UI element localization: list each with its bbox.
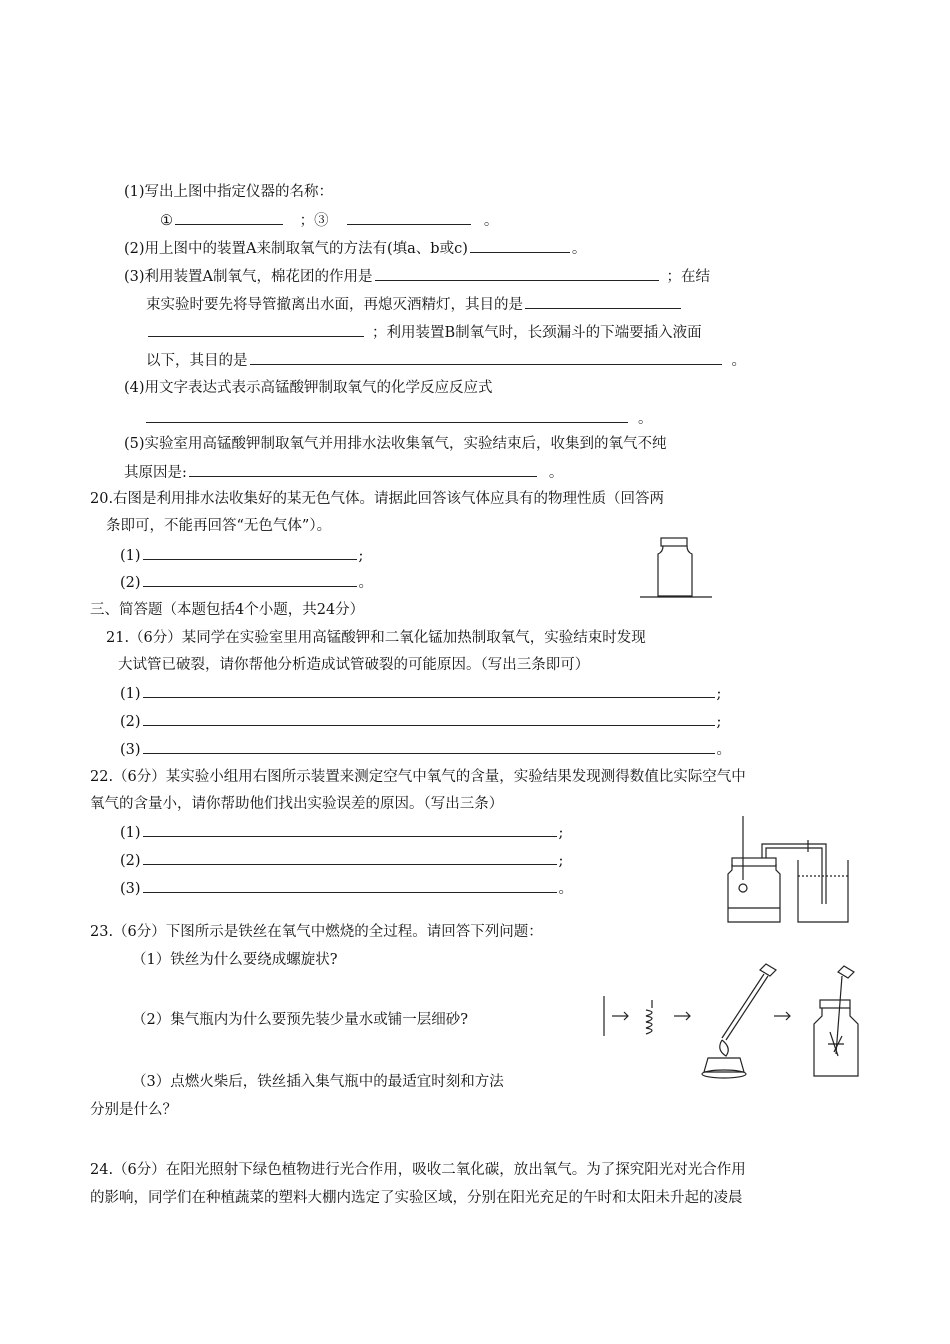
q20-answer1: (1) ;: [120, 545, 363, 566]
q23-sub3-line2: 分别是什么？: [90, 1102, 177, 1118]
q19-part1: (1)写出上图中指定仪器的名称：: [124, 184, 334, 200]
q23-sub3-line1: （3）点燃火柴后，铁丝插入集气瓶中的最适宜时刻和方法: [132, 1074, 504, 1090]
q19-part3-line1: (3)利用装置A制氧气，棉花团的作用是 ；在结: [124, 266, 710, 287]
q19-part3-line4: 以下，其目的是 。: [146, 350, 746, 371]
q24-line1: 24.（6分）在阳光照射下绿色植物进行光合作用，吸收二氧化碳，放出氧气。为了探究阳光对光合作用: [90, 1162, 746, 1178]
answer-blank[interactable]: [143, 572, 357, 587]
q19-part3-line3: ；利用装置B制氧气时，长颈漏斗的下端要插入液面: [146, 322, 702, 343]
q21-answer1: (1) ;: [120, 683, 721, 704]
q20-line2: 条即可，不能再回答“无色气体”）。: [106, 518, 332, 534]
section-3-heading: 三、简答题（本题包括4个小题，共24分）: [90, 602, 365, 618]
answer-blank[interactable]: [189, 462, 537, 477]
q23-sub2: （2）集气瓶内为什么要预先装少量水或铺一层细砂?: [132, 1012, 468, 1028]
answer-blank[interactable]: [250, 350, 722, 365]
answer-blank[interactable]: [375, 266, 659, 281]
q21-line1: 21.（6分）某同学在实验室里用高锰酸钾和二氧化锰加热制取氧气，实验结束时发现: [106, 630, 646, 646]
gas-jar-illustration: [640, 532, 740, 602]
q19-part1-answers: ① ；③ 。: [160, 210, 498, 231]
q23-line1: 23.（6分）下图所示是铁丝在氧气中燃烧的全过程。请回答下列问题：: [90, 924, 543, 940]
q19-part5-line1: (5)实验室用高锰酸钾制取氧气并用排水法收集氧气，实验结束后，收集到的氧气不纯: [124, 436, 667, 452]
q21-line2: 大试管已破裂，请你帮他分析造成试管破裂的可能原因。（写出三条即可）: [118, 657, 590, 673]
q19-part2: (2)用上图中的装置A来制取氧气的方法有(填a、b或c) 。: [124, 238, 586, 259]
q21-answer3: (3) 。: [120, 739, 731, 760]
q19-part4: (4)用文字表达式表示高锰酸钾制取氧气的化学反应反应式: [124, 380, 493, 396]
q22-answer3: (3) 。: [120, 878, 573, 899]
q19-part3-line2: 束实验时要先将导管撤离出水面，再熄灭酒精灯，其目的是: [146, 294, 683, 315]
q21-answer2: (2) ;: [120, 711, 721, 732]
q19-part4-answer: 。: [144, 408, 653, 429]
q22-line2: 氧气的含量小，请你帮助他们找出实验误差的原因。（写出三条）: [90, 796, 504, 812]
iron-wire-combustion-illustration: [598, 960, 870, 1082]
answer-blank[interactable]: [347, 210, 471, 225]
q22-line1: 22.（6分）某实验小组用右图所示装置来测定空气中氧气的含量，实验结果发现测得数值比实际空气中: [90, 769, 746, 785]
answer-blank[interactable]: [525, 294, 681, 309]
q19-part5-line2: 其原因是: 。: [124, 462, 563, 483]
q20-answer2: (2) 。: [120, 572, 373, 593]
answer-blank[interactable]: [143, 739, 715, 754]
answer-blank[interactable]: [143, 711, 715, 726]
q20-line1: 20.右图是利用排水法收集好的某无色气体。请据此回答该气体应具有的物理性质（回答两: [90, 491, 665, 507]
answer-blank[interactable]: [148, 322, 364, 337]
q24-line2: 的影响，同学们在种植蔬菜的塑料大棚内选定了实验区域，分别在阳光充足的午时和太阳未升起的凌晨: [90, 1190, 743, 1206]
answer-blank[interactable]: [470, 238, 570, 253]
answer-blank[interactable]: [143, 545, 357, 560]
answer-blank[interactable]: [143, 822, 557, 837]
answer-blank[interactable]: [146, 408, 628, 423]
oxygen-measurement-apparatus-illustration: [718, 814, 858, 926]
answer-blank[interactable]: [175, 210, 283, 225]
answer-blank[interactable]: [143, 683, 715, 698]
answer-blank[interactable]: [143, 850, 557, 865]
q22-answer1: (1) ;: [120, 822, 563, 843]
q22-answer2: (2) ;: [120, 850, 563, 871]
answer-blank[interactable]: [143, 878, 557, 893]
q23-sub1: （1）铁丝为什么要绕成螺旋状?: [132, 952, 338, 968]
